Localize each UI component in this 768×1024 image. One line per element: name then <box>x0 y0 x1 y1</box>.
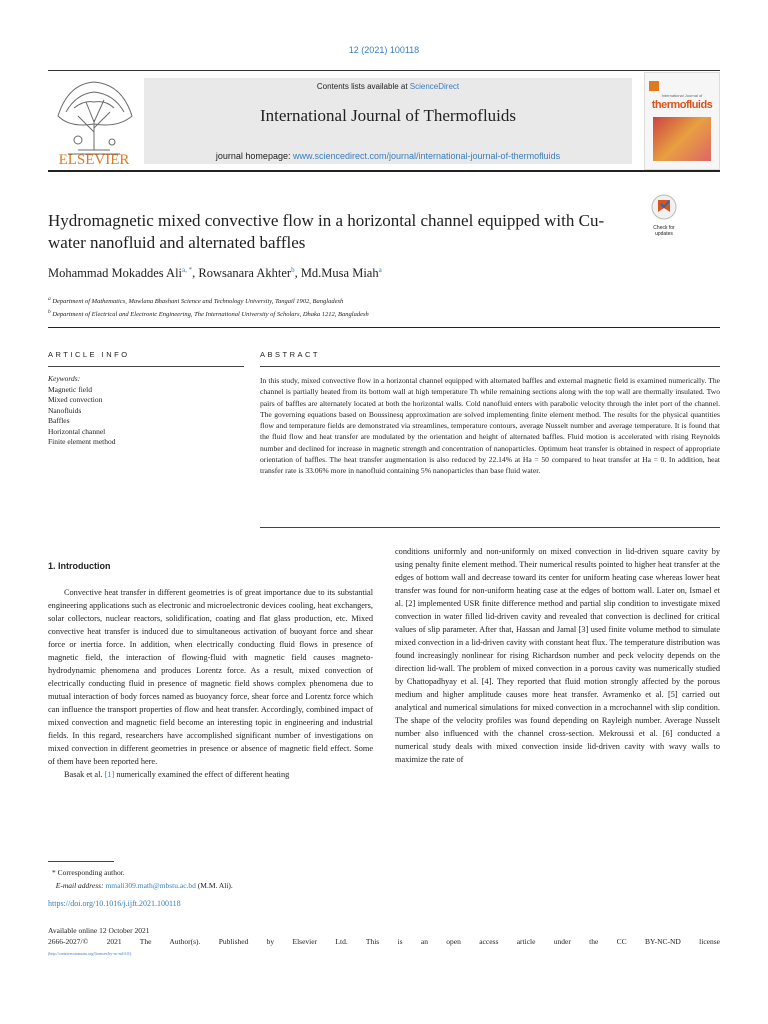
article-info-heading: ARTICLE INFO <box>48 350 130 359</box>
check-updates-icon <box>648 194 680 220</box>
author-list: Mohammad Mokaddes Ali$^{a, *}$, Rowsanara Akhter$^b$, Md.Musa Miah$^a$ <box>48 266 382 281</box>
license-link[interactable]: (http://creativecommons.org/licenses/by-nc-nd/4.0/). <box>48 951 133 956</box>
license-statement: 2666-2027/© 2021 The Author(s). Published by Elsevier Ltd. This is an open access article under the CC BY-NC-ND license <box>48 937 720 946</box>
body-paragraph: Convective heat transfer in different geometries is of great importance due to its substantial engineering applications such as electronic and microelectronic devices cooling, heat exchangers, solar collectors, nuclear reactors, solidification, coating and flat glass production, etc. Mixed convective heat transfer is induced due to simultaneous activation of buoyant force and shear force or inertia force. In addition, when electrically conducting fluid flows in presence of magnetic field, the interaction of flowing-fluid with magnetic field causes magneto-hydrodynamic phenomena and produces Lorentz force. As a result, mixed convection of electrically conducting fluid in presence of magnetic field shows complex phenomena due to mutual interaction of body forces named as buoyancy force, shear force and Lorentz force which can influence the transport properties of flow and heat transfer. Accordingly, combined impact of mixed convection and magnetic field become an interesting topic in engineering and industrial fields. In this regard, researchers have accomplished significant number of investigations on mixed convection in different geometries in presence or absence of magnetic field effect. Some of them have been reported here. <box>48 588 373 766</box>
journal-homepage <box>144 151 632 161</box>
contents-prefix: Contents lists available at <box>316 82 410 91</box>
body-paragraph: conditions uniformly and non-uniformly on mixed convection in lid-driven square cavity by using penalty finite element method. Their numerical results pointed to higher heat transfer at the edges of bottom wall and decrease toward its center for uniform heating case whereas lower heat transfer was found for non-uniform heating case at the edges of bottom wall. Later on, Ismael et al. [2] implemented USR finite difference method and partial slip condition to investigate mixed convection in water filled lid-driven cavity and revealed that convection is declined for critical values of slip parameter. After that, Hassan and Jamal [3] used finite volume method to simulate mixed convection in a lid-driven cavity with constant heat flux. The temperature distribution was found increasingly nonlinear for rising Richardson number and peck velocity depends on the direction lid-wall. The problem of mixed convection in a porous cavity was numerically studied by Chattopadhyay et al. [4]. They reported that fluid motion strongly affected by the porous medium and higher amplitude causes more heat transfer. Avramenko et al. [5] carried out analytical and numerical simulations for mixed convection in a mcrochannel with slip condition. The shape of the velocity profiles was found depending on Rayleigh number. Average Nusselt number also influenced with the channel cross-section. Mekroussi et al. [6] conducted a numerical study deals with mixed convection inside lid-driven cavity with wavy walls to maximize the rate of <box>395 547 720 764</box>
header-rule <box>48 170 720 172</box>
journal-cover <box>644 72 720 170</box>
section-rule <box>48 327 720 328</box>
publication-info <box>48 925 720 947</box>
contents-line <box>144 82 632 91</box>
body-paragraph <box>48 768 373 781</box>
author-name[interactable]: Md.Musa Miah <box>300 266 379 281</box>
cover-logo-mark <box>649 81 659 91</box>
article-title: Hydromagnetic mixed convective flow in a horizontal channel equipped with Cu-water nanofluid and alternated baffles <box>48 211 605 252</box>
doi-link[interactable]: https://doi.org/10.1016/j.ijft.2021.100118 <box>48 899 181 908</box>
author-name[interactable]: Rowsanara Akhter <box>198 266 292 281</box>
article-info-rule <box>48 366 244 367</box>
top-rule <box>48 70 720 71</box>
introduction-heading: 1. Introduction <box>48 561 111 571</box>
keyword-item: Baffles <box>48 416 70 425</box>
abstract-rule <box>260 366 720 367</box>
journal-title: International Journal of Thermofluids <box>259 106 517 125</box>
keyword-item: Magnetic field <box>48 384 92 394</box>
homepage-label: journal homepage: <box>215 151 293 161</box>
available-online: Available online 12 October 2021 <box>48 926 150 935</box>
abstract-text: In this study, mixed convective flow in a horizontal channel equipped with alternated baffles and external magnetic field is examined numerically. The channel is partially heated from its bottom wall at high temperature Th while remaining sections along with the top wall are thermally insulated. Two pairs of baffles are alternately located at both the horizontal walls. Cold nanofluid enters with parabolic velocity through the inlet port of the channel. The governing equations based on Boussinesq approximation are solved implementing finite element method. The results for the physical quantities flow and temperature fields are demonstrated via streamlines, temperature contours, average Nusselt number and average temperature. It is found that the fluid flow and heat transfer are modulated by the orientation and height of alternated baffles. Fluid motion is accelerated with rising Reynolds number and declined for increase in magnetic strength and concentration of nanoparticles. Optimum heat transfer is obtained in respect of appropriate orientation of baffles. The heat transfer augmentation is also reduced by 22.14% at Ha = 50 compared to heat transfer at Ha = 0. In addition, heat transfer rate is 33.06% more in nanofluid containing 5% nanoparticles than base fluid water. <box>260 376 720 476</box>
affiliation-a: Department of Mathematics, Mawlana Bhashani Science and Technology University, Tangail 1902, Bangladesh <box>52 298 344 306</box>
cover-small-text: International Journal of <box>661 93 703 98</box>
keywords-label: Keywords: <box>48 374 81 383</box>
journal-citation[interactable]: 12 (2021) 100118 <box>348 45 420 55</box>
body-column-right <box>395 545 720 766</box>
footnotes: * Corresponding author. E-mail address: mmali309.math@mbstu.ac.bd (M.M. Ali). <box>52 868 233 890</box>
author-name[interactable]: Mohammad Mokaddes Ali <box>48 266 183 281</box>
author-affil-sup[interactable]: a <box>378 266 382 274</box>
email-label: E-mail address: <box>55 881 106 890</box>
publisher-name: ELSEVIER <box>58 152 130 168</box>
author-affil-sup[interactable]: a, * <box>182 266 193 274</box>
footnote-rule <box>48 861 114 862</box>
abstract-bottom-rule <box>260 527 720 528</box>
check-label-2: updates <box>655 231 673 237</box>
email-suffix: (M.M. Ali). <box>195 881 233 890</box>
affiliation-b: Department of Electrical and Electronic Engineering, The International University of Scholars, Dhaka 1212, Bangladesh <box>52 311 369 319</box>
body-column-left <box>48 586 373 781</box>
sciencedirect-link[interactable]: ScienceDirect <box>409 82 460 91</box>
paragraph-text: Basak et al. <box>64 770 105 779</box>
author-affil-sup[interactable]: b <box>291 266 295 274</box>
cover-title: thermofluids <box>651 99 713 111</box>
abstract-heading: ABSTRACT <box>260 350 321 359</box>
keyword-item: Nanofluids <box>48 405 82 415</box>
corresponding-author-note: Corresponding author. <box>57 868 125 877</box>
citation-link[interactable]: [1] <box>104 770 115 779</box>
check-label-1: Check for <box>653 225 675 231</box>
homepage-link[interactable]: www.sciencedirect.com/journal/international-journal-of-thermofluids <box>292 151 561 161</box>
cover-image <box>653 117 711 161</box>
affiliations <box>48 294 708 320</box>
keyword-item: Horizontal channel <box>48 426 106 436</box>
affil-mark: b <box>48 309 51 316</box>
keyword-item: Mixed convection <box>48 395 103 404</box>
elsevier-logo <box>48 72 140 168</box>
keywords-block <box>48 374 244 448</box>
check-for-updates-badge[interactable] <box>648 194 680 237</box>
affil-mark: a <box>48 296 51 302</box>
paragraph-text: numerically examined the effect of different heating <box>114 770 290 779</box>
keyword-item: Finite element method <box>48 437 116 446</box>
email-link[interactable]: mmali309.math@mbstu.ac.bd <box>105 881 196 890</box>
